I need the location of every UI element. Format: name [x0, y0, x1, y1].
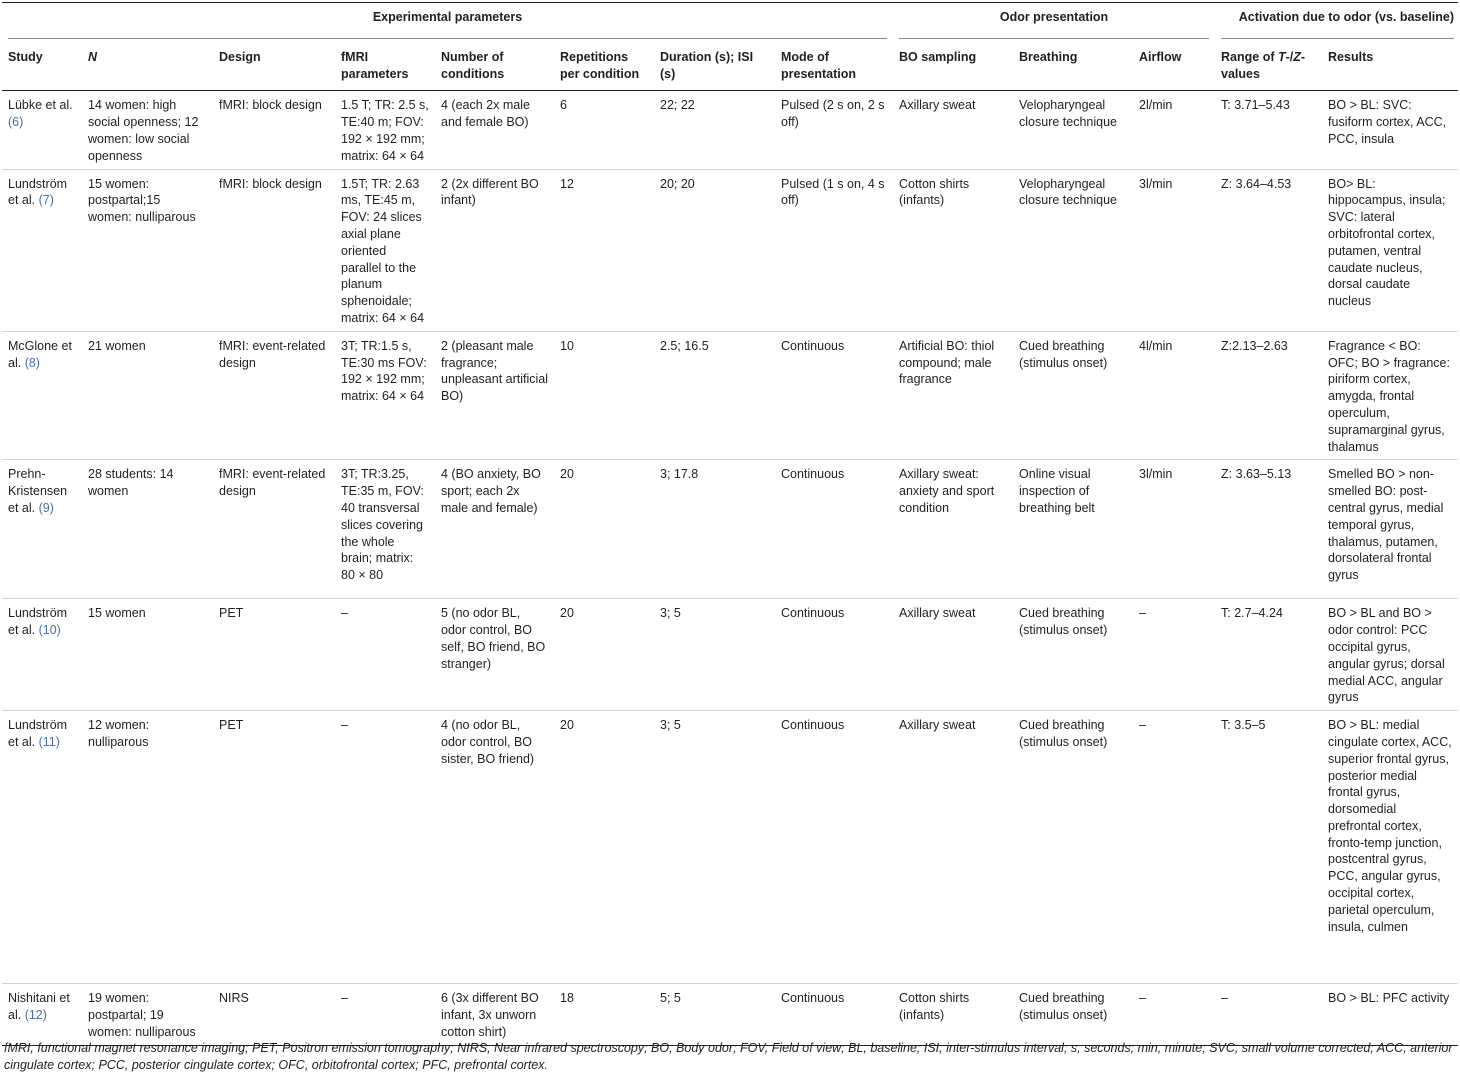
- cell-breathing: Cued breathing (stimulus onset): [1019, 338, 1108, 370]
- cell-duration: 20; 20: [660, 176, 695, 191]
- cell-repetitions: 10: [560, 338, 574, 353]
- cell-airflow: –: [1139, 718, 1146, 733]
- cell-repetitions: 20: [560, 718, 574, 733]
- cell-range: –: [1221, 991, 1228, 1006]
- cell-mode: Continuous: [781, 991, 845, 1006]
- study-name: Lundström et al.: [8, 718, 68, 749]
- cell-airflow: 4l/min: [1139, 338, 1173, 353]
- cell-study: [2, 169, 82, 331]
- table-row: [2, 984, 1458, 1045]
- cell-duration: 2.5; 16.5: [660, 338, 709, 353]
- cell-mode: Pulsed (1 s on, 4 s off): [781, 176, 885, 208]
- cell-bo-sampling: Cotton shirts (infants): [899, 991, 970, 1022]
- cell-results: BO> BL: hippocampus, insula; SVC: lateral orbitofrontal cortex, putamen, ventral caudate nucleus, dorsal caudate nucleus: [1328, 176, 1446, 309]
- cell-bo-sampling: Artificial BO: thiol compound; male fragrance: [899, 338, 995, 387]
- cell-n: 15 women: [88, 606, 146, 621]
- study-name: Lübke et al.: [8, 98, 73, 113]
- cell-study: [2, 331, 82, 460]
- cell-study: [2, 91, 82, 169]
- col-header-design: Design: [213, 39, 335, 91]
- cell-results: Smelled BO > non-smelled BO: post-central gyrus, medial temporal gyrus, thalamus, putamen, dorsolateral frontal gyrus: [1328, 467, 1444, 583]
- cell-airflow: 2l/min: [1139, 98, 1173, 113]
- table-row: [2, 711, 1458, 984]
- cell-fmri: –: [341, 606, 348, 621]
- cell-airflow: 3l/min: [1139, 467, 1173, 482]
- cell-conditions: 6 (3x different BO infant, 3x unworn cotton shirt): [441, 991, 539, 1039]
- cell-results: BO > BL: medial cingulate cortex, ACC, superior frontal gyrus, posterior medial frontal gyrus, dorsomedial prefrontal cortex, fronto-temp junction, postcentral gyrus, PCC, angular gyrus, occipital cortex, parietal operculum, insula, culmen: [1328, 718, 1452, 934]
- cell-n: 28 students: 14 women: [88, 467, 174, 499]
- col-header-conditions: Number of conditions: [435, 39, 554, 91]
- table-row: [2, 91, 1458, 169]
- reference-link[interactable]: (12): [24, 1007, 47, 1022]
- cell-bo-sampling: Cotton shirts (infants): [899, 176, 970, 208]
- cell-repetitions: 20: [560, 606, 574, 621]
- cell-repetitions: 6: [560, 98, 567, 113]
- cell-duration: 3; 5: [660, 718, 681, 733]
- cell-study: [2, 711, 82, 984]
- cell-n: 21 women: [88, 338, 146, 353]
- cell-duration: 5; 5: [660, 991, 681, 1006]
- cell-n: 12 women: nulliparous: [88, 718, 150, 749]
- cell-study: [2, 599, 82, 711]
- table-row: [2, 599, 1458, 711]
- cell-results: BO > BL: SVC: fusiform cortex, ACC, PCC, insula: [1328, 98, 1447, 146]
- col-header-range: Range of T-/Z-values: [1215, 39, 1322, 91]
- cell-fmri: 3T; TR:3.25, TE:35 m, FOV: 40 transversal slices covering the whole brain; matrix: 80 × 80: [341, 467, 424, 583]
- cell-breathing: Online visual inspection of breathing belt: [1019, 467, 1095, 515]
- col-header-mode: Mode of presentation: [775, 39, 893, 91]
- reference-link[interactable]: (10): [38, 623, 61, 638]
- cell-duration: 3; 17.8: [660, 467, 699, 482]
- cell-conditions: 4 (each 2x male and female BO): [441, 98, 530, 130]
- cell-airflow: –: [1139, 606, 1146, 621]
- cell-design: NIRS: [219, 991, 249, 1006]
- reference-link[interactable]: (6): [8, 115, 24, 130]
- cell-repetitions: 18: [560, 991, 574, 1006]
- cell-breathing: Velopharyngeal closure technique: [1019, 98, 1117, 130]
- study-table: [2, 0, 1458, 1046]
- cell-breathing: Cued breathing (stimulus onset): [1019, 606, 1108, 638]
- cell-mode: Continuous: [781, 606, 845, 621]
- cell-bo-sampling: Axillary sweat: [899, 98, 976, 113]
- reference-link[interactable]: (7): [38, 193, 54, 208]
- cell-conditions: 4 (BO anxiety, BO sport; each 2x male and female): [441, 467, 541, 515]
- cell-design: PET: [219, 606, 244, 621]
- cell-conditions: 4 (no odor BL, odor control, BO sister, BO friend): [441, 718, 535, 766]
- study-name: McGlone et al.: [8, 338, 72, 370]
- col-header-repetitions: Repetitions per condition: [554, 39, 654, 91]
- reference-link[interactable]: (11): [38, 734, 60, 749]
- study-name: Nishitani et al.: [8, 991, 70, 1022]
- cell-range: Z:2.13–2.63: [1221, 338, 1288, 353]
- table-row: [2, 169, 1458, 331]
- col-header-results: Results: [1322, 39, 1458, 91]
- cell-airflow: –: [1139, 991, 1146, 1006]
- cell-bo-sampling: Axillary sweat: anxiety and sport condition: [899, 467, 995, 515]
- cell-breathing: Velopharyngeal closure technique: [1019, 176, 1117, 208]
- cell-mode: Continuous: [781, 718, 845, 733]
- cell-design: fMRI: event-related design: [219, 467, 326, 499]
- cell-airflow: 3l/min: [1139, 176, 1173, 191]
- study-name: Prehn-Kristensen et al.: [8, 467, 68, 515]
- col-header-study: Study: [2, 39, 82, 91]
- cell-repetitions: 12: [560, 176, 574, 191]
- cell-mode: Pulsed (2 s on, 2 s off): [781, 98, 885, 130]
- group-header-experimental: Experimental parameters: [2, 0, 893, 39]
- cell-fmri: –: [341, 718, 348, 733]
- cell-study: [2, 460, 82, 599]
- cell-range: T: 3.5–5: [1221, 718, 1266, 733]
- cell-duration: 3; 5: [660, 606, 681, 621]
- cell-fmri: 1.5 T; TR: 2.5 s, TE:40 m; FOV: 192 × 192 mm; matrix: 64 × 64: [341, 98, 429, 163]
- col-header-breathing: Breathing: [1013, 39, 1133, 91]
- cell-n: 19 women: postpartal; 19 women: nulliparous: [88, 991, 196, 1039]
- cell-results: BO > BL: PFC activity: [1328, 991, 1450, 1006]
- cell-conditions: 5 (no odor BL, odor control, BO self, BO friend, BO stranger): [441, 606, 546, 671]
- cell-breathing: Cued breathing (stimulus onset): [1019, 991, 1108, 1022]
- table-body: [2, 91, 1458, 1045]
- cell-duration: 22; 22: [660, 98, 695, 113]
- col-header-airflow: Airflow: [1133, 39, 1215, 91]
- cell-results: Fragrance < BO: OFC; BO > fragrance: piriform cortex, amygda, frontal operculum, supramarginal gyrus, thalamus: [1328, 338, 1450, 454]
- table-footnote: fMRI, functional magnet resonance imaging; PET, Positron emission tomography; NIRS, Near infrared spectroscopy; BO, Body odor; FOV, Field of view; BL, baseline; ISI, inter-stimulus interval; s, seconds; min, minute; SVC, small volume corrected; ACC, anterior cingulate cortex; PCC, posterior cingulate cortex; OFC, orbitofrontal cortex; PFC, prefrontal cortex.: [4, 1041, 1453, 1072]
- cell-bo-sampling: Axillary sweat: [899, 718, 976, 733]
- cell-range: Z: 3.63–5.13: [1221, 467, 1292, 482]
- column-header-row: [2, 39, 1458, 91]
- table-row: [2, 331, 1458, 460]
- cell-mode: Continuous: [781, 338, 845, 353]
- cell-conditions: 2 (2x different BO infant): [441, 176, 539, 208]
- table-row: [2, 460, 1458, 599]
- cell-fmri: 3T; TR:1.5 s, TE:30 ms FOV: 192 × 192 mm; matrix: 64 × 64: [341, 338, 427, 404]
- cell-breathing: Cued breathing (stimulus onset): [1019, 718, 1108, 749]
- cell-mode: Continuous: [781, 467, 845, 482]
- cell-bo-sampling: Axillary sweat: [899, 606, 976, 621]
- study-name: Lundström et al.: [8, 176, 68, 208]
- group-header-row: [2, 0, 1458, 39]
- group-header-activation: Activation due to odor (vs. baseline): [1215, 0, 1458, 39]
- cell-study: [2, 984, 82, 1045]
- col-header-duration: Duration (s); ISI (s): [654, 39, 775, 91]
- col-header-fmri: fMRI parameters: [335, 39, 435, 91]
- study-name: Lundström et al.: [8, 606, 68, 638]
- cell-fmri: –: [341, 991, 348, 1006]
- cell-range: T: 3.71–5.43: [1221, 98, 1290, 113]
- cell-design: fMRI: block design: [219, 176, 322, 191]
- col-header-bo-sampling: BO sampling: [893, 39, 1013, 91]
- reference-link[interactable]: (8): [24, 355, 40, 370]
- cell-range: Z: 3.64–4.53: [1221, 176, 1292, 191]
- cell-results: BO > BL and BO > odor control: PCC occipital gyrus, angular gyrus; dorsal medial ACC, angular gyrus: [1328, 606, 1445, 705]
- cell-design: PET: [219, 718, 244, 733]
- cell-fmri: 1.5T; TR: 2.63 ms, TE:45 m, FOV: 24 slices axial plane oriented parallel to the planum sphenoidale; matrix: 64 × 64: [341, 176, 425, 325]
- cell-n: 15 women: postpartal;15 women: nulliparous: [88, 176, 196, 225]
- cell-repetitions: 20: [560, 467, 574, 482]
- group-header-odor: Odor presentation: [893, 0, 1215, 39]
- col-header-n: N: [82, 39, 213, 91]
- cell-range: T: 2.7–4.24: [1221, 606, 1283, 621]
- cell-design: fMRI: block design: [219, 98, 322, 113]
- cell-design: fMRI: event-related design: [219, 338, 326, 370]
- reference-link[interactable]: (9): [38, 500, 54, 515]
- cell-conditions: 2 (pleasant male fragrance; unpleasant artificial BO): [441, 338, 549, 404]
- cell-n: 14 women: high social openness; 12 women: low social openness: [88, 98, 199, 163]
